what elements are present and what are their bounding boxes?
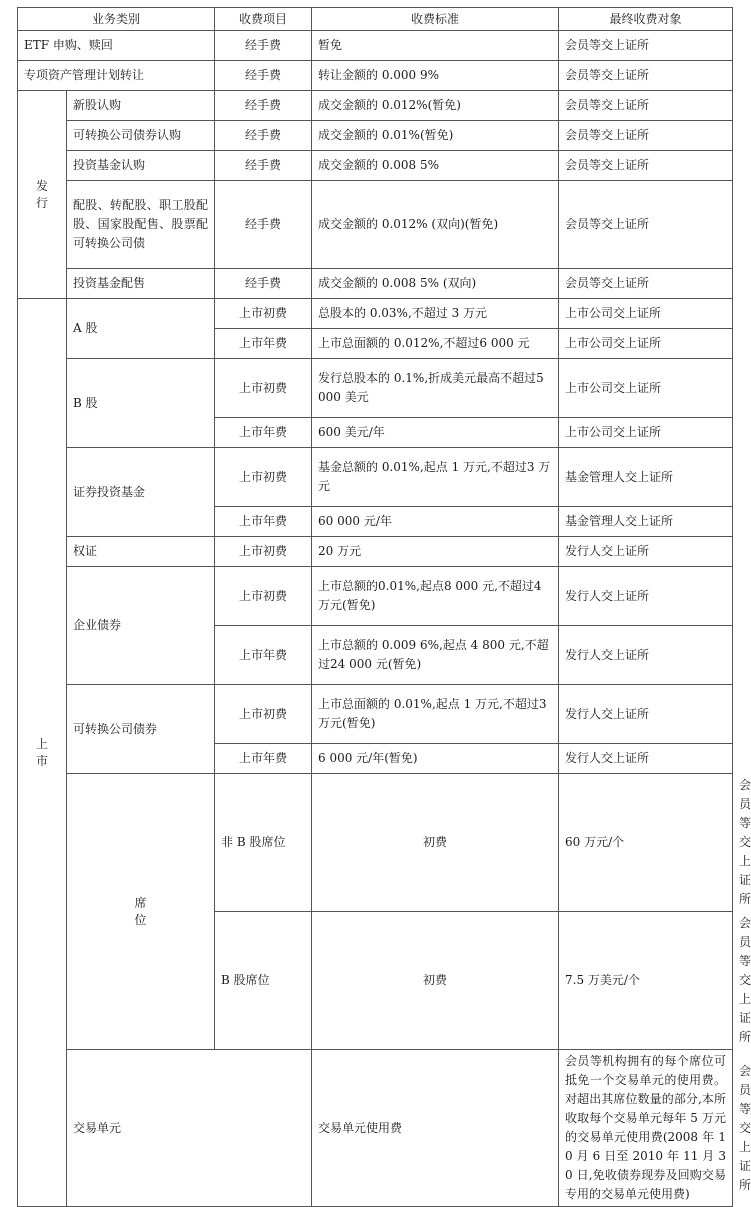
category-cell: ETF 申购、赎回 — [18, 31, 215, 61]
standard-cell: 成交金额的 0.008 5% (双向) — [312, 269, 559, 299]
category-cell: B 股席位 — [215, 912, 312, 1050]
standard-cell: 成交金额的 0.012%(暂免) — [312, 91, 559, 121]
table-row — [18, 61, 733, 91]
table-row — [18, 121, 733, 151]
standard-cell: 总股本的 0.03%,不超过 3 万元 — [312, 299, 559, 329]
payer-cell: 发行人交上证所 — [559, 685, 733, 744]
category-cell: A 股 — [67, 299, 215, 359]
table-row: B 股席位 初费 7.5 万美元/个 会员等交上证所 — [18, 912, 733, 1050]
standard-cell: 转让金额的 0.000 9% — [312, 61, 559, 91]
table-row: 交易单元 交易单元使用费 会员等机构拥有的每个席位可抵免一个交易单元的使用费。对超出其席位数量的部分,本所收取每个交易单元每年 5 万元的交易单元使用费(2008 年 10 月 6 日至 2010 年 11 月 30 日,免收债券现券及回购交易专用的交易单元使用费) 会员等交上证所 — [18, 1050, 733, 1207]
category-cell: 非 B 股席位 — [215, 774, 312, 912]
group-label-char: 市 — [35, 753, 48, 768]
item-cell: 交易单元使用费 — [312, 1050, 559, 1207]
payer-cell: 会员等交上证所 — [559, 121, 733, 151]
table-row — [18, 685, 733, 744]
category-cell: 配股、转配股、职工股配股、国家股配售、股票配可转换公司债 — [67, 181, 215, 269]
group-label-seat — [67, 774, 215, 1050]
header-category: 业务类别 — [18, 8, 215, 31]
standard-cell: 成交金额的 0.008 5% — [312, 151, 559, 181]
item-cell: 上市年费 — [215, 507, 312, 537]
item-cell: 经手费 — [215, 121, 312, 151]
category-cell: 权证 — [67, 537, 215, 567]
payer-cell: 会员等交上证所 — [559, 61, 733, 91]
item-cell: 初费 — [312, 912, 559, 1050]
payer-cell: 发行人交上证所 — [559, 537, 733, 567]
payer-cell: 会员等交上证所 — [559, 31, 733, 61]
group-label-char: 行 — [35, 195, 48, 210]
standard-cell: 7.5 万美元/个 — [559, 912, 733, 1050]
group-label-listing — [18, 299, 67, 1207]
table-row — [18, 31, 733, 61]
payer-cell: 上市公司交上证所 — [559, 299, 733, 329]
payer-cell: 基金管理人交上证所 — [559, 507, 733, 537]
category-cell: 新股认购 — [67, 91, 215, 121]
item-cell: 经手费 — [215, 151, 312, 181]
payer-cell: 发行人交上证所 — [559, 567, 733, 626]
standard-cell: 基金总额的 0.01%,起点 1 万元,不超过3 万元 — [312, 448, 559, 507]
item-cell: 上市初费 — [215, 359, 312, 418]
group-label-char: 位 — [134, 912, 147, 927]
standard-cell: 发行总股本的 0.1%,折成美元最高不超过5 000 美元 — [312, 359, 559, 418]
item-cell: 上市初费 — [215, 567, 312, 626]
standard-cell: 上市总面额的 0.012%,不超过6 000 元 — [312, 329, 559, 359]
payer-cell: 会员等交上证所 — [559, 269, 733, 299]
standard-cell: 600 美元/年 — [312, 418, 559, 448]
item-cell: 经手费 — [215, 91, 312, 121]
standard-cell: 60 万元/个 — [559, 774, 733, 912]
table-row: 席 位 非 B 股席位 初费 60 万元/个 会员等交上证所 — [18, 774, 733, 912]
item-cell: 上市年费 — [215, 418, 312, 448]
item-cell: 经手费 — [215, 181, 312, 269]
item-cell: 上市初费 — [215, 448, 312, 507]
payer-cell: 基金管理人交上证所 — [559, 448, 733, 507]
category-cell: 交易单元 — [67, 1050, 312, 1207]
payer-cell: 发行人交上证所 — [559, 744, 733, 774]
item-cell: 经手费 — [215, 269, 312, 299]
header-row — [18, 8, 733, 31]
category-cell: 投资基金配售 — [67, 269, 215, 299]
standard-cell: 上市总额的0.01%,起点8 000 元,不超过4 万元(暂免) — [312, 567, 559, 626]
standard-cell: 会员等机构拥有的每个席位可抵免一个交易单元的使用费。对超出其席位数量的部分,本所收取每个交易单元每年 5 万元的交易单元使用费(2008 年 10 月 6 日至 2010 年 11 月 30 日,免收债券现券及回购交易专用的交易单元使用费) — [559, 1050, 733, 1207]
standard-cell: 上市总额的 0.009 6%,起点 4 800 元,不超过24 000 元(暂免) — [312, 626, 559, 685]
standard-cell: 6 000 元/年(暂免) — [312, 744, 559, 774]
group-label-char: 上 — [35, 736, 48, 751]
category-cell: B 股 — [67, 359, 215, 448]
standard-cell: 20 万元 — [312, 537, 559, 567]
standard-cell: 上市总面额的 0.01%,起点 1 万元,不超过3 万元(暂免) — [312, 685, 559, 744]
table-row — [18, 448, 733, 507]
item-cell: 上市年费 — [215, 744, 312, 774]
category-cell: 企业债券 — [67, 567, 215, 685]
item-cell: 初费 — [312, 774, 559, 912]
category-cell: 投资基金认购 — [67, 151, 215, 181]
payer-cell: 上市公司交上证所 — [559, 418, 733, 448]
item-cell: 经手费 — [215, 61, 312, 91]
payer-cell: 发行人交上证所 — [559, 626, 733, 685]
category-cell: 可转换公司债券认购 — [67, 121, 215, 151]
item-cell: 经手费 — [215, 31, 312, 61]
standard-cell: 暂免 — [312, 31, 559, 61]
category-cell: 专项资产管理计划转让 — [18, 61, 215, 91]
payer-cell: 会员等交上证所 — [559, 181, 733, 269]
table-row — [18, 151, 733, 181]
category-cell: 证券投资基金 — [67, 448, 215, 537]
table-row — [18, 567, 733, 626]
table-row — [18, 299, 733, 329]
item-cell: 上市初费 — [215, 537, 312, 567]
standard-cell: 成交金额的 0.012% (双向)(暂免) — [312, 181, 559, 269]
table-row — [18, 269, 733, 299]
group-label-issue — [18, 91, 67, 299]
fee-table — [17, 7, 751, 1207]
payer-cell: 上市公司交上证所 — [559, 329, 733, 359]
group-label-char: 发 — [35, 178, 48, 193]
table-row — [18, 537, 733, 567]
header-payer: 最终收费对象 — [559, 8, 733, 31]
item-cell: 上市初费 — [215, 685, 312, 744]
standard-cell: 60 000 元/年 — [312, 507, 559, 537]
table-row — [18, 91, 733, 121]
item-cell: 上市初费 — [215, 299, 312, 329]
item-cell: 上市年费 — [215, 329, 312, 359]
category-cell: 可转换公司债券 — [67, 685, 215, 774]
payer-cell: 会员等交上证所 — [559, 91, 733, 121]
header-item: 收费项目 — [215, 8, 312, 31]
payer-cell: 上市公司交上证所 — [559, 359, 733, 418]
group-label-char: 席 — [134, 895, 147, 910]
item-cell: 上市年费 — [215, 626, 312, 685]
header-standard: 收费标准 — [312, 8, 559, 31]
standard-cell: 成交金额的 0.01%(暂免) — [312, 121, 559, 151]
table-row — [18, 359, 733, 418]
payer-cell: 会员等交上证所 — [559, 151, 733, 181]
table-row — [18, 181, 733, 269]
